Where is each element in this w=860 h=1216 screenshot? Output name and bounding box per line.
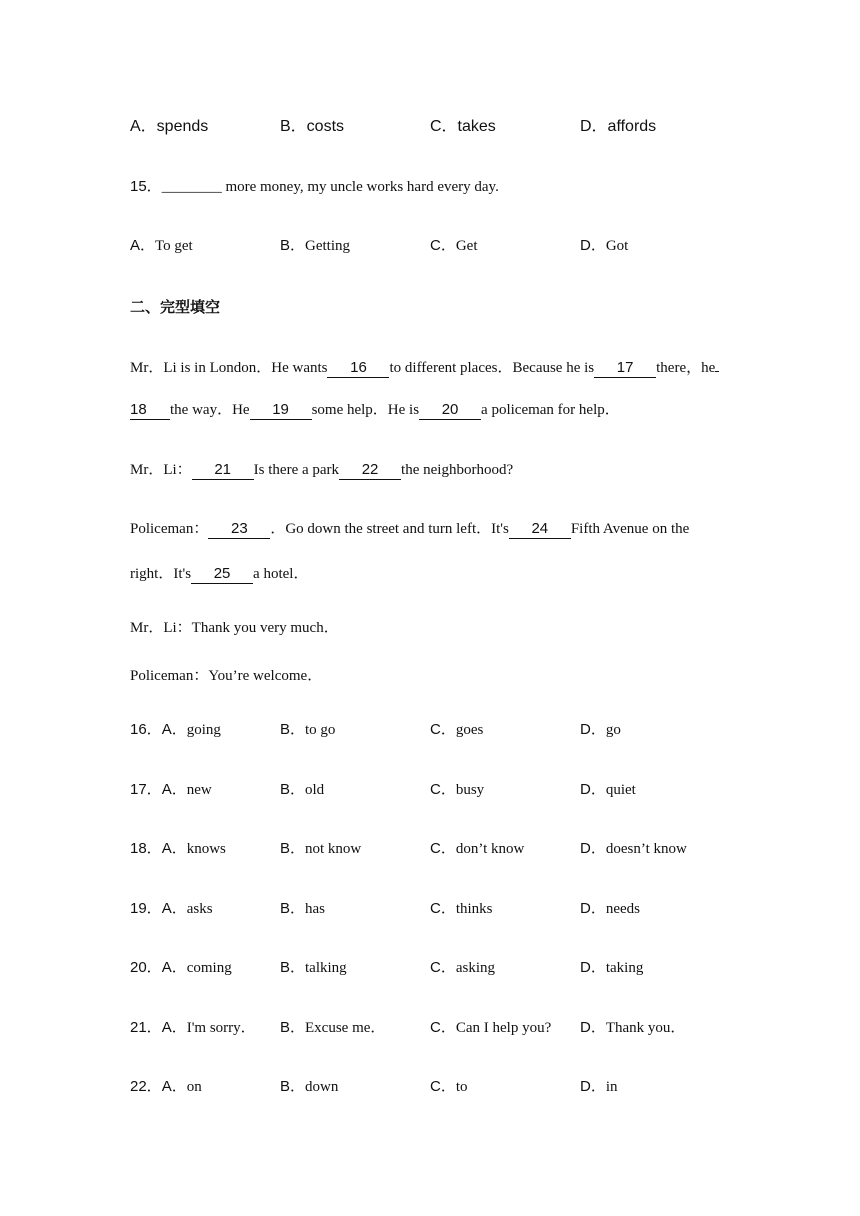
passage-text: Mr．Li is in London．He wants <box>130 360 328 376</box>
option-letter: A． <box>161 959 187 976</box>
passage-text: the neighborhood? <box>401 462 514 478</box>
option-letter: D． <box>580 1078 606 1095</box>
option-text: quiet <box>605 782 636 798</box>
option-a <box>130 718 221 742</box>
option-d <box>580 718 621 742</box>
question-number: 21． <box>130 1019 162 1036</box>
option-d <box>580 956 643 980</box>
option-text: go <box>605 722 621 738</box>
question-row <box>130 956 750 980</box>
option-c <box>430 837 524 861</box>
option-c <box>430 718 483 742</box>
option-text: knows <box>186 841 226 857</box>
blank-16: 16 <box>327 359 389 378</box>
option-letter: D． <box>580 721 606 738</box>
speaker-label: Mr．Li： <box>130 462 192 478</box>
option-text: Thank you． <box>605 1020 686 1036</box>
option-c <box>430 1016 551 1040</box>
blank-22: 22 <box>339 461 401 480</box>
option-text: Get <box>455 238 478 254</box>
option-c <box>430 897 493 921</box>
passage-line-7: Policeman：You’re welcome． <box>130 668 323 684</box>
question-row <box>130 837 750 861</box>
option-letter: C． <box>430 1078 456 1095</box>
blank-21: 21 <box>192 461 254 480</box>
question-15-stem <box>130 175 750 199</box>
option-letter: B． <box>280 237 306 254</box>
option-a <box>130 1075 202 1099</box>
question-number: 18． <box>130 840 162 857</box>
section-heading: 二、完型填空 <box>130 298 221 316</box>
option-letter: C． <box>430 900 456 917</box>
option-letter: A． <box>161 721 187 738</box>
option-letter: B． <box>280 1078 306 1095</box>
option-d <box>580 778 636 802</box>
option-b <box>280 1016 385 1040</box>
passage-text: to different places．Because he is <box>389 360 595 376</box>
question-14-options <box>130 115 750 139</box>
passage-line-5 <box>130 562 750 586</box>
blank-18-start <box>715 353 719 372</box>
question-row <box>130 718 750 742</box>
question-15-options <box>130 234 750 258</box>
option-letter: A． <box>161 781 187 798</box>
passage-line-4 <box>130 517 750 541</box>
option-text: going <box>186 722 221 738</box>
option-text: doesn’t know <box>605 841 687 857</box>
option-text: I'm sorry． <box>186 1020 256 1036</box>
passage-text: a policeman for help． <box>481 402 620 418</box>
option-a <box>130 956 232 980</box>
option-text: thinks <box>455 901 493 917</box>
blank-19: 19 <box>250 401 312 420</box>
blank-25: 25 <box>191 565 253 584</box>
option-letter: A． <box>161 1019 187 1036</box>
option-c: C．takes <box>430 118 496 135</box>
option-text: Got <box>605 238 629 254</box>
answer-blank: ________ <box>161 179 222 195</box>
option-letter: C． <box>430 721 456 738</box>
option-letter: A． <box>161 1078 187 1095</box>
question-text: more money, my uncle works hard every day. <box>221 179 499 195</box>
option-letter: C． <box>430 840 456 857</box>
option-text: on <box>186 1079 202 1095</box>
passage-line-1 <box>130 353 750 377</box>
option-text: to go <box>305 722 336 738</box>
option-text: has <box>305 901 326 917</box>
option-letter: C． <box>430 781 456 798</box>
option-letter: D． <box>580 959 606 976</box>
option-letter: B． <box>280 1019 306 1036</box>
option-text: in <box>605 1079 618 1095</box>
option-text: talking <box>305 960 347 976</box>
passage-text: right．It's <box>130 566 192 582</box>
option-d: D．affords <box>580 118 657 135</box>
option-a <box>130 778 212 802</box>
option-b: B．costs <box>280 118 345 135</box>
option-c <box>430 234 478 258</box>
passage-line-6: Mr．Li：Thank you very much． <box>130 620 339 636</box>
passage-text: there，he <box>656 360 716 376</box>
option-letter: C． <box>430 1019 456 1036</box>
question-number: 17． <box>130 781 162 798</box>
option-text: don’t know <box>455 841 525 857</box>
passage-text: some help．He is <box>311 402 420 418</box>
option-text: to <box>455 1079 468 1095</box>
question-number: 15． <box>130 178 162 195</box>
question-row <box>130 1016 750 1040</box>
speaker-label: Policeman： <box>130 521 209 537</box>
blank-23: 23 <box>208 520 270 539</box>
passage-text: the way．He <box>170 402 250 418</box>
option-c <box>430 778 484 802</box>
option-letter: D． <box>580 900 606 917</box>
option-text: needs <box>605 901 640 917</box>
option-d <box>580 1075 618 1099</box>
option-a <box>130 837 226 861</box>
option-text: not know <box>305 841 362 857</box>
option-letter: B． <box>280 840 306 857</box>
option-text: down <box>305 1079 339 1095</box>
option-a: A．spends <box>130 118 209 135</box>
option-b <box>280 778 324 802</box>
passage-line-3 <box>130 458 750 482</box>
passage-text: a hotel． <box>253 566 309 582</box>
option-text: goes <box>455 722 484 738</box>
option-text: busy <box>455 782 485 798</box>
option-letter: A． <box>161 900 187 917</box>
option-letter: B． <box>280 781 306 798</box>
blank-24: 24 <box>509 520 571 539</box>
passage-text: Is there a park <box>253 462 340 478</box>
question-row <box>130 778 750 802</box>
option-letter: D． <box>580 237 606 254</box>
option-letter: A． <box>161 840 187 857</box>
blank-18: 18 <box>130 401 170 420</box>
option-d <box>580 1016 685 1040</box>
passage-line-2 <box>130 398 750 422</box>
option-b <box>280 837 361 861</box>
passage-text: ．Go down the street and turn left．It's <box>270 521 509 537</box>
option-text: taking <box>605 960 644 976</box>
option-b <box>280 234 350 258</box>
question-number: 22． <box>130 1078 162 1095</box>
option-a <box>130 1016 256 1040</box>
option-text: Can I help you? <box>455 1020 552 1036</box>
option-b <box>280 897 325 921</box>
option-text: asks <box>186 901 213 917</box>
option-letter: D． <box>580 840 606 857</box>
option-letter: B． <box>280 900 306 917</box>
option-b <box>280 1075 338 1099</box>
question-number: 20． <box>130 959 162 976</box>
option-letter: B． <box>280 721 306 738</box>
option-letter: B． <box>280 959 306 976</box>
option-text: To get <box>155 238 193 254</box>
option-text: Excuse me． <box>305 1020 386 1036</box>
option-d <box>580 837 687 861</box>
option-letter: D． <box>580 1019 606 1036</box>
option-text: new <box>186 782 212 798</box>
option-letter: C． <box>430 237 456 254</box>
option-c <box>430 1075 468 1099</box>
question-number: 19． <box>130 900 162 917</box>
option-letter: A． <box>130 237 156 254</box>
option-c <box>430 956 495 980</box>
option-b <box>280 718 335 742</box>
question-row <box>130 897 750 921</box>
option-letter: D． <box>580 781 606 798</box>
option-text: coming <box>186 960 232 976</box>
option-a <box>130 234 193 258</box>
option-b <box>280 956 347 980</box>
question-row <box>130 1075 750 1099</box>
option-a <box>130 897 213 921</box>
option-text: asking <box>455 960 496 976</box>
option-d <box>580 897 640 921</box>
question-number: 16． <box>130 721 162 738</box>
option-text: Getting <box>305 238 351 254</box>
blank-20: 20 <box>419 401 481 420</box>
passage-text: Fifth Avenue on the <box>570 521 690 537</box>
blank-17: 17 <box>594 359 656 378</box>
option-text: old <box>305 782 325 798</box>
option-d <box>580 234 628 258</box>
option-letter: C． <box>430 959 456 976</box>
